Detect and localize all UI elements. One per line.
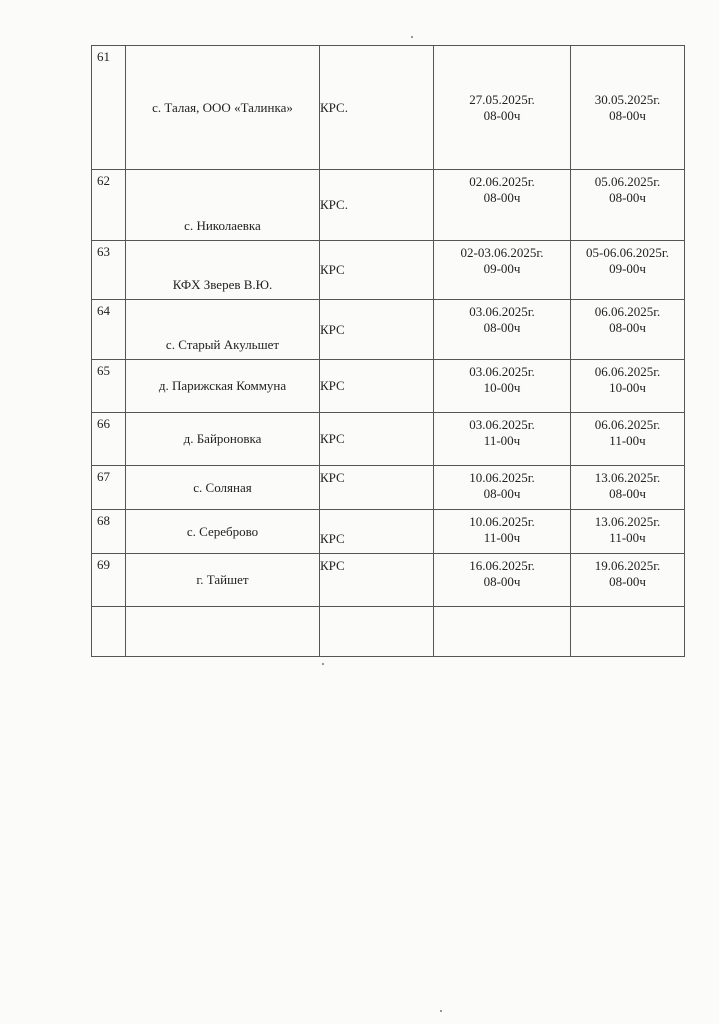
table-row: [92, 300, 685, 360]
start-time: 08-00ч: [483, 320, 521, 335]
start-date: 03.06.2025г.: [469, 364, 535, 379]
start-date-cell: [434, 360, 571, 413]
start-date-cell: [434, 46, 571, 170]
table-row: [92, 466, 685, 510]
empty-cell: [571, 607, 685, 657]
place-cell: с. Николаевка: [126, 170, 320, 241]
type-cell: КРС: [320, 413, 434, 466]
type-cell: КРС: [320, 241, 434, 300]
table-row-empty: [92, 607, 685, 657]
end-date: 30.05.2025г.: [594, 91, 661, 107]
end-date-cell: [571, 300, 685, 360]
end-date: 13.06.2025г.: [594, 470, 661, 485]
start-date: 03.06.2025г.: [469, 417, 535, 432]
end-date-cell: [571, 360, 685, 413]
place-cell: с. Старый Акульшет: [126, 300, 320, 360]
table-row: [92, 510, 685, 554]
row-number: 65: [97, 363, 110, 378]
end-time: 11-00ч: [609, 530, 646, 545]
row-number: 67: [97, 469, 110, 484]
place-cell: с. Соляная: [126, 466, 320, 510]
start-time: 08-00ч: [483, 107, 521, 123]
row-number: 63: [97, 244, 110, 259]
start-date-cell: [434, 510, 571, 554]
start-date: 10.06.2025г.: [469, 514, 535, 529]
start-date-cell: [434, 300, 571, 360]
row-number: 69: [97, 557, 110, 572]
place-cell: г. Тайшет: [126, 554, 320, 607]
end-time: 10-00ч: [609, 380, 646, 395]
row-number-cell: [92, 170, 126, 241]
start-date-cell: [434, 466, 571, 510]
table-row: [92, 360, 685, 413]
end-date: 06.06.2025г.: [594, 417, 661, 432]
table-row: [92, 554, 685, 607]
start-date-cell: [434, 554, 571, 607]
start-date: 16.06.2025г.: [469, 558, 535, 573]
start-date: 03.06.2025г.: [469, 304, 535, 319]
table-row: [92, 241, 685, 300]
end-date-cell: [571, 413, 685, 466]
row-number-cell: [92, 554, 126, 607]
end-time: 11-00ч: [609, 433, 646, 448]
row-number: 68: [97, 513, 110, 528]
start-date: 27.05.2025г.: [469, 91, 535, 107]
type-cell: КРС: [320, 554, 434, 607]
type-cell: КРС: [320, 360, 434, 413]
type-cell: КРС: [320, 300, 434, 360]
start-date: 02-03.06.2025г.: [460, 245, 544, 260]
end-date: 05-06.06.2025г.: [586, 245, 669, 260]
start-time: 11-00ч: [483, 530, 521, 545]
type-cell: КРС.: [320, 170, 434, 241]
place-cell: с. Сереброво: [126, 510, 320, 554]
start-time: 11-00ч: [483, 433, 521, 448]
start-time: 10-00ч: [483, 380, 521, 395]
end-time: 09-00ч: [609, 261, 646, 276]
end-date: 05.06.2025г.: [594, 174, 661, 189]
end-time: 08-00ч: [609, 486, 646, 501]
empty-cell: [92, 607, 126, 657]
end-time: 08-00ч: [609, 320, 646, 335]
end-time: 08-00ч: [609, 190, 646, 205]
row-number-cell: [92, 413, 126, 466]
place-cell: д. Парижская Коммуна: [126, 360, 320, 413]
table-row: [92, 46, 685, 170]
place-cell: КФХ Зверев В.Ю.: [126, 241, 320, 300]
row-number-cell: [92, 300, 126, 360]
schedule-table: [91, 45, 685, 657]
end-date: 13.06.2025г.: [594, 514, 661, 529]
start-time: 08-00ч: [483, 574, 521, 589]
end-time: 08-00ч: [609, 107, 646, 123]
start-date: 10.06.2025г.: [469, 470, 535, 485]
row-number-cell: [92, 46, 126, 170]
row-number-cell: [92, 241, 126, 300]
start-date-cell: [434, 241, 571, 300]
scan-speck: [322, 663, 324, 665]
end-date-cell: [571, 46, 685, 170]
row-number-cell: [92, 510, 126, 554]
start-time: 09-00ч: [483, 261, 521, 276]
row-number-cell: [92, 360, 126, 413]
row-number: 66: [97, 416, 110, 431]
scan-speck: [411, 36, 413, 38]
type-cell: КРС: [320, 510, 434, 554]
row-number: 62: [97, 173, 110, 188]
end-date: 06.06.2025г.: [594, 364, 661, 379]
start-date-cell: [434, 413, 571, 466]
end-date: 19.06.2025г.: [594, 558, 661, 573]
table-row: [92, 170, 685, 241]
start-time: 08-00ч: [483, 190, 521, 205]
scan-speck: [440, 1010, 442, 1012]
type-cell: КРС.: [320, 46, 434, 170]
end-date: 06.06.2025г.: [594, 304, 661, 319]
empty-cell: [320, 607, 434, 657]
row-number: 64: [97, 303, 110, 318]
start-time: 08-00ч: [483, 486, 521, 501]
row-number: 61: [97, 49, 110, 64]
start-date: 02.06.2025г.: [469, 174, 535, 189]
place-cell: д. Байроновка: [126, 413, 320, 466]
empty-cell: [434, 607, 571, 657]
start-date-cell: [434, 170, 571, 241]
end-date-cell: [571, 510, 685, 554]
end-date-cell: [571, 554, 685, 607]
row-number-cell: [92, 466, 126, 510]
empty-cell: [126, 607, 320, 657]
end-date-cell: [571, 241, 685, 300]
place-cell: с. Талая, ООО «Талинка»: [126, 46, 320, 170]
end-date-cell: [571, 170, 685, 241]
table-row: [92, 413, 685, 466]
end-time: 08-00ч: [609, 574, 646, 589]
type-cell: КРС: [320, 466, 434, 510]
end-date-cell: [571, 466, 685, 510]
